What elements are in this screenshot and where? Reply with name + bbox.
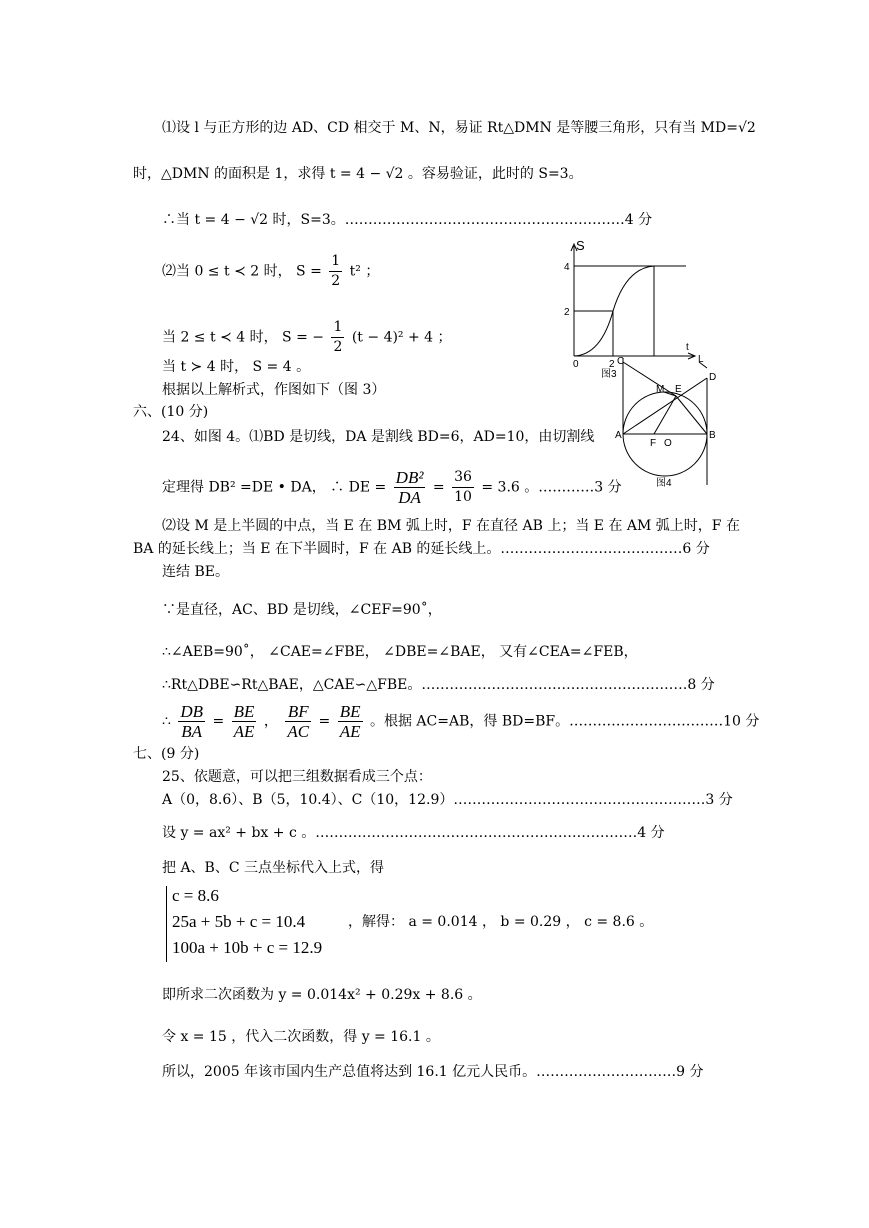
frac-num: DB [180, 702, 204, 721]
frac-den: AE [339, 722, 361, 741]
frac-den: 2 [331, 273, 341, 289]
fig3-xlabel: t [686, 342, 689, 353]
system-brace [166, 886, 167, 962]
line-1: ⑴设 l 与正方形的边 AD、CD 相交于 M、N，易证 Rt△DMN 是等腰三角形，只有当 MD=√2 [162, 120, 756, 136]
fraction-be-ae-2 [338, 702, 363, 741]
frac-num: BF [285, 702, 311, 722]
label-m: M [656, 384, 665, 395]
line-10-tail: = 3.6 。…………3 分 [481, 479, 622, 496]
fig4-caption: 图4 [656, 478, 672, 489]
line-5 [162, 318, 452, 357]
line-4 [162, 252, 379, 291]
section-7-heading: 七、(9 分) [133, 746, 200, 762]
line-ad [623, 378, 707, 434]
fig3-y4: 4 [564, 262, 570, 273]
fraction-half [329, 252, 342, 291]
frac-den: DA [398, 488, 421, 507]
line-11: ⑵设 M 是上半圆的中点，当 E 在 BM 弧上时，F 在直径 AB 上；当 E 在 AM 弧上时，F 在 [162, 518, 740, 534]
fraction-bf-ac [285, 702, 311, 741]
line-16: ∴Rt△DBE∽Rt△BAE，△CAE∽△FBE。…………………………………………………8 分 [162, 677, 715, 693]
line-4-text: ⑵当 0 ≤ t ≺ 2 时， S = [162, 263, 327, 280]
line-7: 根据以上解析式，作图如下（图 3） [162, 382, 386, 398]
fraction-half-2 [331, 318, 344, 357]
line-5-text: 当 2 ≤ t ≺ 4 时， S = − [162, 329, 329, 346]
label-c: C [617, 356, 625, 367]
line-19: 25、依题意，可以把三组数据看成三个点： [162, 769, 432, 785]
line-12: BA 的延长线上；当 E 在下半圆时，F 在 AB 的延长线上。…………………………………6 分 [133, 541, 710, 557]
line-22: 把 A、B、C 三点坐标代入上式，得 [162, 860, 385, 876]
frac-den: 10 [454, 489, 472, 505]
line-23: 即所求二次函数为 y = 0.014x² + 0.29x + 8.6 。 [162, 987, 482, 1003]
line-10-text: 定理得 DB² =DE • DA， ∴ DE = [162, 479, 391, 496]
frac-num: DB² [395, 468, 424, 487]
label-e: E [675, 384, 682, 395]
frac-den: AE [233, 722, 255, 741]
figure-4-diagram [614, 350, 724, 490]
line-20: A（0，8.6）、B（5，10.4）、C（10，12.9）………………………………………………3 分 [162, 792, 733, 808]
line-9: 24、如图 4。⑴BD 是切线，DA 是割线 BD=6，AD=10，由切割线 [162, 429, 595, 445]
line-24: 令 x = 15 ，代入二次函数，得 y = 16.1 。 [162, 1029, 440, 1045]
fraction-36-10 [452, 468, 474, 507]
line-25: 所以，2005 年该市国内生产总值将达到 16.1 亿元人民币。…………………………9 分 [162, 1064, 704, 1080]
line-3: ∴当 t = 4 − √2 时，S=3。……………………………………………………4 分 [162, 212, 653, 228]
fig3-ylabel: S [576, 238, 585, 253]
line-ef [654, 396, 676, 434]
system-eq-3: 100a + 10b + c = 12.9 [172, 938, 323, 957]
line-6: 当 t ≻ 4 时， S = 4 。 [162, 359, 311, 375]
label-d: D [709, 372, 717, 383]
frac-den: AC [287, 722, 310, 741]
frac-num: 1 [331, 318, 344, 338]
label-a: A [615, 430, 622, 441]
line-5-tail: (t − 4)² + 4 ； [351, 329, 452, 346]
section-6-heading: 六、(10 分) [133, 404, 209, 420]
line-15: ∴∠AEB=90˚， ∠CAE=∠FBE， ∠DBE=∠BAE， 又有∠CEA=∠FEB， [162, 644, 638, 660]
label-o: O [664, 438, 672, 449]
fraction-db-ba [178, 702, 205, 741]
system-solution: ，解得： a = 0.014 ， b = 0.29 ， c = 8.6 。 [348, 914, 654, 930]
fraction-db-da [394, 468, 426, 507]
line-2: 时，△DMN 的面积是 1，求得 t = 4 − √2 。容易验证，此时的 S=3。 [133, 166, 583, 182]
line-10: 定理得 DB² =DE • DA， ∴ DE = $\frac{\text{DB²}}{DA}$ = $\frac{36}{10}$ = 3.6 。…………3 分 [162, 468, 622, 507]
line-13: 连结 BE。 [162, 564, 229, 580]
line-14: ∵是直径，AC、BD 是切线，∠CEF=90˚， [162, 602, 442, 618]
fig3-x2: 2 [609, 359, 615, 370]
fig3-caption: 图3 [601, 369, 617, 380]
line-21: 设 y = ax² + bx + c 。……………………………………………………………4 分 [162, 825, 665, 841]
frac-num: BE [233, 702, 255, 721]
fig3-x0: 0 [573, 359, 579, 370]
label-f: F [650, 438, 657, 449]
system-eq-1: c = 8.6 [172, 886, 219, 905]
line-ce [623, 362, 676, 396]
system-eq-2: 25a + 5b + c = 10.4 [172, 912, 306, 931]
label-b: B [709, 430, 716, 441]
fig3-y2: 2 [564, 307, 570, 318]
line-4-tail: t² ； [349, 263, 380, 280]
label-l: L [698, 354, 704, 365]
frac-den: 2 [333, 339, 343, 355]
frac-num: 1 [329, 252, 342, 272]
fraction-be-ae [232, 702, 257, 741]
frac-num: BE [339, 702, 361, 721]
line-17-tail: 。根据 AC=AB，得 BD=BF。……………………………10 分 [369, 713, 760, 730]
frac-num: 36 [452, 468, 474, 488]
line-17: ∴ $\frac{DB}{BA}$ = $\frac{BE}{AE}$ ， $\frac{BF}{AC}$ = $\frac{BE}{AE}$ 。根据 AC=AB，得 BD=BF。……………………………10 分 [162, 702, 760, 741]
frac-den: BA [181, 722, 203, 741]
